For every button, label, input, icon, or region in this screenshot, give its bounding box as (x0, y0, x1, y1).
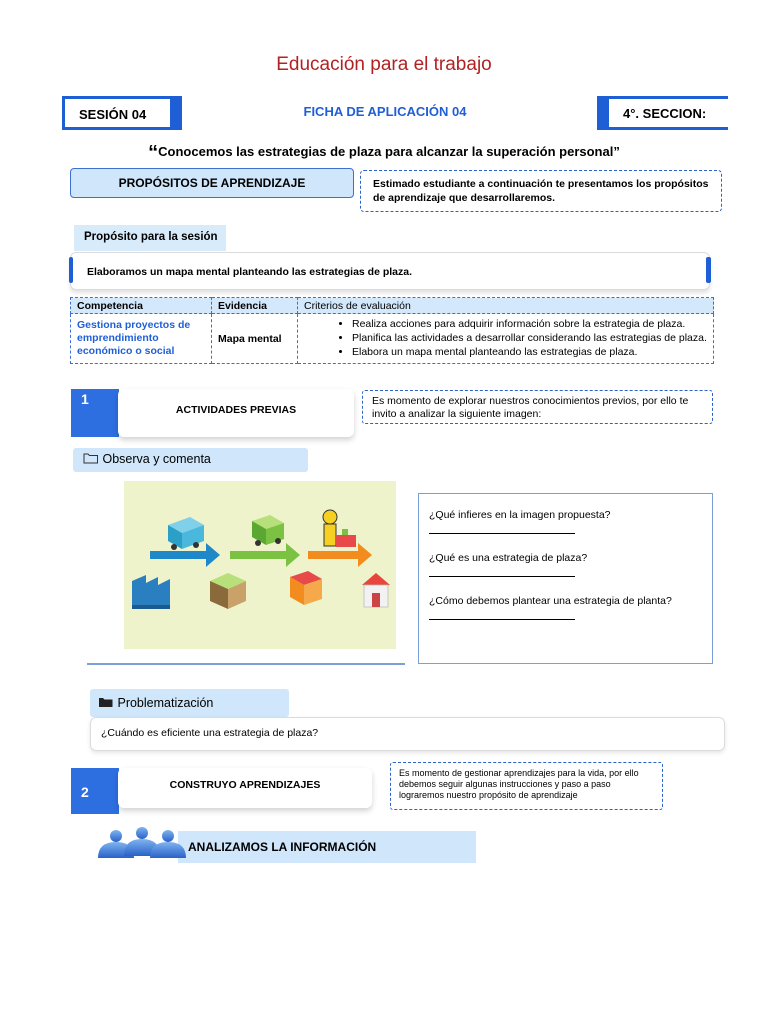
warehouse-icon (210, 573, 246, 609)
step-2-note-text: Es momento de gestionar aprendizajes para la vida, por ello debemos seguir algunas instrucciones y paso a paso lograremos nuestro propósito de aprendizaje (399, 768, 639, 800)
house-icon (362, 573, 390, 607)
problematizacion-question-box (90, 717, 725, 751)
answer-line-3[interactable] (429, 610, 575, 620)
step-2-note (390, 762, 663, 810)
answer-line-2[interactable] (429, 567, 575, 577)
distribution-illustration-svg (124, 481, 396, 649)
step-2-label: CONSTRUYO APRENDIZAJES (169, 779, 321, 791)
section-tag: 4°. SECCION: (597, 96, 728, 130)
page-title: Educación para el trabajo (276, 54, 492, 75)
question-1: ¿Qué infieres en la imagen propuesta? (429, 509, 611, 521)
problematizacion-question: ¿Cuándo es eficiente una estrategia de plaza? (101, 727, 319, 739)
sesion-proposito-text: Elaboramos un mapa mental planteando las estrategias de plaza. (87, 266, 413, 278)
table-header: Competencia (71, 298, 212, 314)
propositos-heading: PROPÓSITOS DE APRENDIZAJE (70, 168, 354, 198)
table-header: Criterios de evaluación (298, 298, 714, 314)
criterio-item: • Elabora un mapa mental planteando las estrategias de plaza. (352, 346, 707, 359)
questions-panel (418, 493, 713, 664)
folder-icon (83, 452, 99, 464)
competencia-cell: Gestiona proyectos de emprendimiento económico o social (71, 314, 212, 364)
evidencia-cell: Mapa mental (212, 314, 298, 364)
truck-icon (252, 515, 284, 546)
problematizacion-label: Problematización (117, 696, 214, 710)
question-2: ¿Qué es una estrategia de plaza? (429, 552, 588, 564)
step-2-card (118, 768, 372, 808)
table-header-row (71, 298, 714, 314)
analizamos-label: ANALIZAMOS LA INFORMACIÓN (188, 840, 377, 854)
table-row (71, 314, 714, 364)
subtitle-text: Conocemos las estrategias de plaza para alcanzar la superación personal” (158, 144, 620, 159)
divider-line (87, 663, 405, 665)
shopper-icon (323, 510, 356, 547)
problematizacion-heading (90, 689, 289, 717)
observa-heading (73, 448, 308, 472)
criterio-item: • Realiza acciones para adquirir información sobre la estrategia de plaza. (352, 318, 707, 331)
truck-icon (168, 517, 204, 550)
answer-line-1[interactable] (429, 524, 575, 534)
table-header: Evidencia (212, 298, 298, 314)
factory-icon (132, 575, 170, 609)
sesion-proposito-label: Propósito para la sesión (74, 225, 226, 251)
quote-mark: “ (148, 142, 159, 164)
criteria-table (70, 297, 714, 364)
people-icon (94, 826, 192, 858)
step-1-label: ACTIVIDADES PREVIAS (175, 404, 297, 416)
session-tag: SESIÓN 04 (62, 96, 182, 130)
step-1-card (118, 389, 354, 437)
analizamos-heading (178, 831, 476, 863)
step-number-1: 1 (71, 389, 119, 437)
sesion-proposito-box (70, 252, 710, 290)
criterios-cell (298, 314, 714, 364)
step-1-note (362, 390, 713, 424)
propositos-note: Estimado estudiante a continuación te presentamos los propósitos de aprendizaje que desarrollaremos. (360, 170, 722, 212)
question-3: ¿Cómo debemos plantear una estrategia de planta? (429, 595, 672, 607)
step-1-note-text: Es momento de explorar nuestros conocimientos previos, por ello te invito a analizar la siguiente imagen: (372, 395, 689, 420)
step-number-2: 2 (71, 768, 119, 814)
criterio-item: • Planifica las actividades a desarrollar considerando las estrategias de plaza. (352, 332, 707, 345)
store-icon (290, 571, 322, 605)
arrow-icon (230, 543, 300, 567)
distribution-illustration (124, 481, 396, 649)
observa-label: Observa y comenta (102, 452, 211, 466)
lesson-subtitle (0, 142, 768, 165)
folder-filled-icon (98, 696, 114, 708)
ficha-title: FICHA DE APLICACIÓN 04 (303, 104, 467, 119)
